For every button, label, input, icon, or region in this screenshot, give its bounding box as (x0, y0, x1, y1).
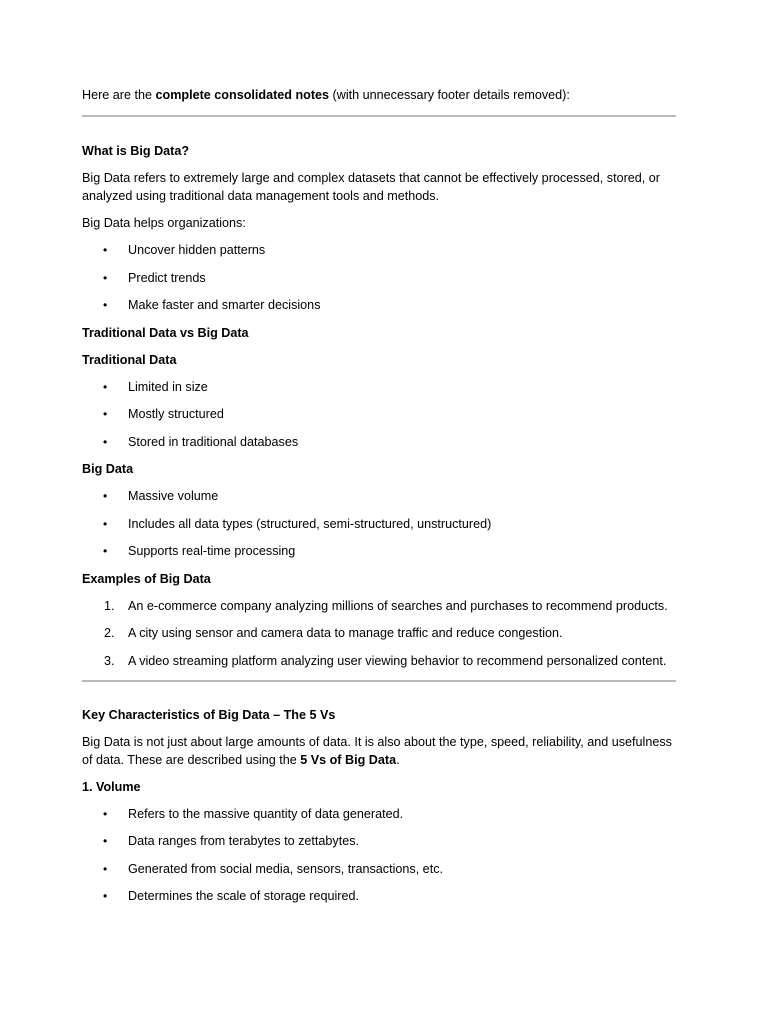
list-item-text: A city using sensor and camera data to manage traffic and reduce congestion. (128, 626, 563, 640)
heading-5-vs: Key Characteristics of Big Data – The 5 Vs (82, 707, 336, 722)
heading-what-is-big-data: What is Big Data? (82, 144, 190, 158)
bullet-marker: • (103, 489, 108, 503)
list-item (82, 269, 676, 287)
bullet-marker: • (103, 243, 108, 257)
heading-traditional-vs-big-data: Traditional Data vs Big Data (82, 325, 249, 340)
intro-paragraph (82, 86, 676, 104)
list-item (82, 542, 676, 560)
list-item-text: Make faster and smarter decisions (128, 298, 321, 312)
5-vs-intro-bold: 5 Vs of Big Data (300, 752, 397, 767)
list-item (82, 832, 676, 850)
list-item-text: Limited in size (128, 379, 208, 394)
bullet-marker: • (103, 806, 108, 821)
bullet-marker: • (103, 407, 108, 421)
5-vs-intro-paragraph (82, 733, 676, 769)
bullet-marker: • (103, 516, 108, 531)
document-page (82, 86, 676, 915)
list-item-text: Stored in traditional databases (128, 434, 299, 449)
list-item (82, 624, 676, 642)
number-marker: 3. (104, 653, 115, 668)
5-vs-intro-before: Big Data is not just about large amounts of data. It is also about the type, speed, reliability, and usefulness of data. These are described using the (82, 734, 672, 767)
bullet-marker: • (103, 379, 108, 394)
definition-paragraph: Big Data refers to extremely large and complex datasets that cannot be effectively processed, stored, or analyzed using traditional data management tools and methods. (82, 171, 660, 203)
list-item-text: Supports real-time processing (128, 544, 296, 558)
helps-intro: Big Data helps organizations: (82, 216, 246, 230)
number-marker: 2. (104, 626, 115, 640)
list-item (82, 405, 676, 423)
list-item-text: Refers to the massive quantity of data generated. (128, 806, 404, 821)
list-item-text: An e-commerce company analyzing millions of searches and purchases to recommend products. (128, 598, 668, 613)
bullet-marker: • (103, 861, 108, 876)
list-item-text: Predict trends (128, 270, 206, 285)
examples-list (82, 597, 676, 670)
number-marker: 1. (104, 598, 115, 613)
list-item-text: A video streaming platform analyzing user viewing behavior to recommend personalized content. (128, 653, 667, 668)
heading-examples: Examples of Big Data (82, 571, 211, 586)
intro-text-before: Here are the (82, 88, 156, 102)
bullet-marker: • (103, 544, 108, 558)
big-data-list (82, 487, 676, 560)
list-item (82, 652, 676, 670)
intro-text-bold: complete consolidated notes (155, 88, 330, 102)
list-item (82, 378, 676, 396)
horizontal-rule (82, 115, 676, 117)
list-item-text: Massive volume (128, 489, 219, 503)
list-item (82, 860, 676, 878)
bullet-marker: • (103, 889, 108, 903)
helps-list (82, 241, 676, 314)
horizontal-rule (82, 680, 676, 682)
bullet-marker: • (103, 434, 108, 449)
heading-volume: 1. Volume (82, 779, 141, 794)
intro-text-after: (with unnecessary footer details removed): (329, 88, 570, 102)
5-vs-intro-after: . (396, 752, 400, 767)
list-item (82, 515, 676, 533)
list-item (82, 433, 676, 451)
list-item (82, 241, 676, 259)
list-item-text: Generated from social media, sensors, transactions, etc. (128, 861, 443, 876)
volume-list (82, 805, 676, 906)
list-item (82, 597, 676, 615)
list-item-text: Includes all data types (structured, semi-structured, unstructured) (128, 516, 492, 531)
list-item-text: Data ranges from terabytes to zettabytes. (128, 834, 359, 848)
list-item (82, 805, 676, 823)
heading-traditional-data: Traditional Data (82, 352, 177, 367)
list-item-text: Mostly structured (128, 407, 224, 421)
list-item (82, 487, 676, 505)
list-item (82, 887, 676, 905)
list-item (82, 296, 676, 314)
list-item-text: Determines the scale of storage required. (128, 889, 360, 903)
bullet-marker: • (103, 834, 108, 848)
heading-big-data: Big Data (82, 462, 134, 476)
bullet-marker: • (103, 298, 108, 312)
bullet-marker: • (103, 270, 108, 285)
list-item-text: Uncover hidden patterns (128, 243, 266, 257)
traditional-data-list (82, 378, 676, 451)
